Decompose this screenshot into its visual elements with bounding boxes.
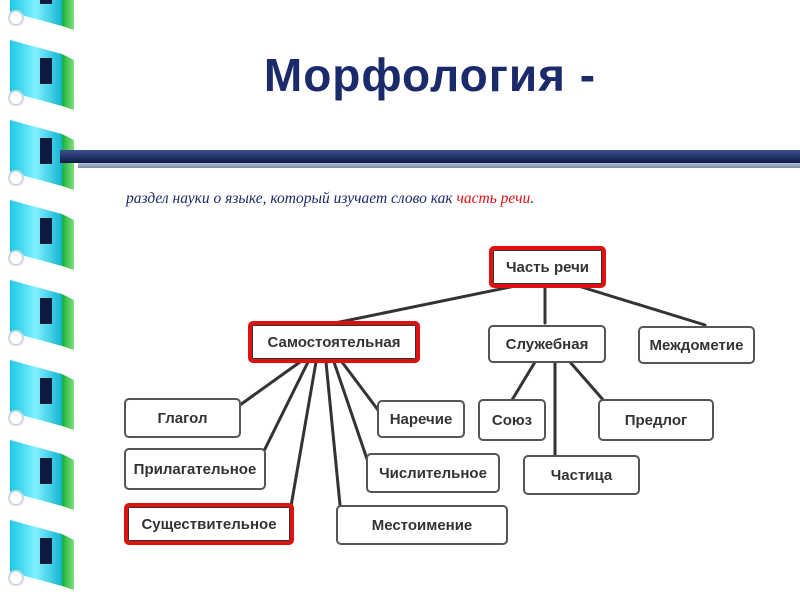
definition-suffix: . xyxy=(530,190,535,207)
definition-text xyxy=(126,190,534,208)
node-root: Часть речи xyxy=(489,246,606,288)
strip-green-accent xyxy=(62,54,74,110)
strip-ring xyxy=(9,11,23,25)
strip-dark-block xyxy=(40,378,52,404)
strip-ring xyxy=(9,251,23,265)
side-strip-graphic xyxy=(0,0,88,600)
strip-dark-block xyxy=(40,58,52,84)
definition-highlight: часть речи xyxy=(456,190,531,207)
strip-ring xyxy=(9,331,23,345)
connector-sushchestvitelnoe xyxy=(290,362,316,512)
connector-mestoimenie xyxy=(326,362,340,505)
strip-ring xyxy=(9,171,23,185)
divider-top xyxy=(60,150,800,163)
strip-green-accent xyxy=(62,374,74,430)
connector-prilagatelnoe xyxy=(262,362,308,455)
connector-narechie xyxy=(342,362,378,410)
strip-green-accent xyxy=(62,294,74,350)
node-chastitsa: Частица xyxy=(523,455,640,495)
node-narechie: Наречие xyxy=(377,400,465,438)
strip-green-accent xyxy=(62,534,74,590)
strip-green-accent xyxy=(62,0,74,30)
node-soyuz: Союз xyxy=(478,399,546,441)
strip-dark-block xyxy=(40,298,52,324)
strip-dark-block xyxy=(40,538,52,564)
node-mestoimenie: Местоимение xyxy=(336,505,508,545)
node-sushchestvitelnoe: Существительное xyxy=(124,503,294,545)
strip-green-accent xyxy=(62,214,74,270)
decorative-side-strip xyxy=(0,0,88,600)
node-interjection: Междометие xyxy=(638,326,755,364)
strip-ring xyxy=(9,491,23,505)
connector-root-interjection xyxy=(575,285,705,325)
connector-root-independent xyxy=(335,285,520,323)
strip-dark-block xyxy=(40,138,52,164)
node-chislitelnoe: Числительное xyxy=(366,453,500,493)
strip-dark-block xyxy=(40,0,52,4)
node-auxiliary: Служебная xyxy=(488,325,606,363)
node-prilagatelnoe: Прилагательное xyxy=(124,448,266,490)
node-independent: Самостоятельная xyxy=(248,321,420,363)
node-predlog: Предлог xyxy=(598,399,714,441)
strip-dark-block xyxy=(40,458,52,484)
connector-soyuz xyxy=(512,362,535,400)
strip-green-accent xyxy=(62,454,74,510)
strip-ring xyxy=(9,91,23,105)
strip-dark-block xyxy=(40,218,52,244)
divider-shadow xyxy=(78,163,800,168)
strip-ring xyxy=(9,411,23,425)
page-title: Морфология - xyxy=(263,49,597,101)
connector-predlog xyxy=(570,362,605,402)
definition-prefix: раздел науки о языке, который изучает слово как xyxy=(126,190,457,207)
strip-ring xyxy=(9,571,23,585)
title-divider-bar xyxy=(60,150,800,172)
connector-chislitelnoe xyxy=(334,362,368,462)
connector-glagol xyxy=(240,362,300,405)
node-glagol: Глагол xyxy=(124,398,241,438)
